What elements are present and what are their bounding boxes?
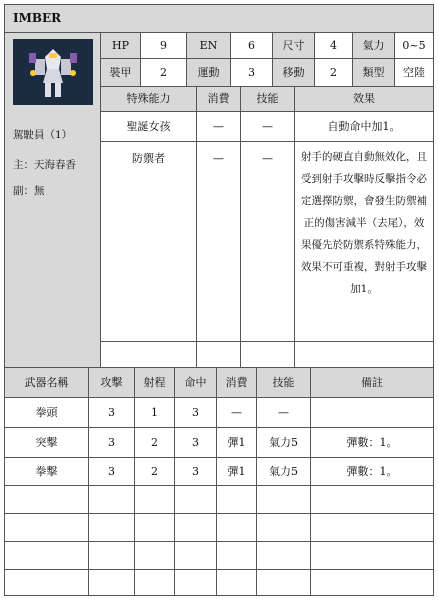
unit-portrait <box>13 39 93 105</box>
weapon-note: 彈數：1。 <box>311 458 433 486</box>
stat-value-armor: 2 <box>141 59 187 87</box>
weapon-hit: 3 <box>175 458 217 486</box>
weapon-empty-cell <box>175 570 217 595</box>
weapon-empty-cell <box>5 514 89 542</box>
weapon-empty-cell <box>257 570 311 595</box>
ability-effect: 射手的硬直自動無效化，且受到射手攻擊時反擊指令必定選擇防禦，會發生防禦補正的傷害減半（去尾），效果優先於防禦系特殊能力，效果不可重複，對射手攻擊加1。 <box>295 142 433 342</box>
ability-empty-cell <box>197 342 241 368</box>
stat-label-armor: 裝甲 <box>101 59 141 87</box>
weapon-cost: 彈1 <box>217 458 257 486</box>
weapon-cost: 彈1 <box>217 428 257 458</box>
weapon-empty-cell <box>5 570 89 595</box>
weapon-skill: 氣力5 <box>257 428 311 458</box>
stat-value-move: 2 <box>315 59 353 87</box>
weapon-empty-cell <box>257 542 311 570</box>
ability-header-effect: 效果 <box>295 87 433 112</box>
stat-value-will: 0~5 <box>395 33 433 59</box>
stat-value-type: 空陸 <box>395 59 433 87</box>
weapon-skill: — <box>257 398 311 428</box>
weapon-header-range: 射程 <box>135 368 175 398</box>
weapon-empty-cell <box>89 514 135 542</box>
weapon-header-note: 備註 <box>311 368 433 398</box>
weapon-name: 突擊 <box>5 428 89 458</box>
stat-value-size: 4 <box>315 33 353 59</box>
ability-empty-cell <box>101 342 197 368</box>
ability-cost: — <box>197 142 241 342</box>
weapon-empty-cell <box>89 542 135 570</box>
stat-value-en: 6 <box>231 33 273 59</box>
stat-label-type: 類型 <box>353 59 395 87</box>
weapon-empty-cell <box>135 514 175 542</box>
stat-label-move: 移動 <box>273 59 315 87</box>
weapon-empty-cell <box>311 486 433 514</box>
weapon-empty-cell <box>5 542 89 570</box>
ability-cost: — <box>197 112 241 142</box>
weapon-skill: 氣力5 <box>257 458 311 486</box>
weapon-cost: — <box>217 398 257 428</box>
weapon-header-atk: 攻擊 <box>89 368 135 398</box>
weapon-header-name: 武器名稱 <box>5 368 89 398</box>
weapon-empty-cell <box>135 570 175 595</box>
weapon-name: 拳擊 <box>5 458 89 486</box>
weapon-empty-cell <box>135 542 175 570</box>
weapon-range: 2 <box>135 428 175 458</box>
weapon-name: 拳頭 <box>5 398 89 428</box>
weapon-atk: 3 <box>89 458 135 486</box>
weapon-empty-cell <box>135 486 175 514</box>
weapon-empty-cell <box>217 514 257 542</box>
stat-label-hp: HP <box>101 33 141 59</box>
ability-empty-cell <box>295 342 433 368</box>
pilot-main: 主：天海春香 <box>13 159 76 171</box>
weapon-hit: 3 <box>175 428 217 458</box>
weapon-empty-cell <box>175 486 217 514</box>
stat-label-will: 氣力 <box>353 33 395 59</box>
weapon-range: 1 <box>135 398 175 428</box>
weapon-range: 2 <box>135 458 175 486</box>
weapon-empty-cell <box>217 486 257 514</box>
ability-effect: 自動命中加1。 <box>295 112 433 142</box>
ability-skill: — <box>241 112 295 142</box>
weapon-empty-cell <box>89 486 135 514</box>
weapon-empty-cell <box>311 542 433 570</box>
weapon-header-cost: 消費 <box>217 368 257 398</box>
weapon-atk: 3 <box>89 398 135 428</box>
weapon-note <box>311 398 433 428</box>
mecha-icon <box>13 39 93 105</box>
weapon-empty-cell <box>311 514 433 542</box>
weapon-hit: 3 <box>175 398 217 428</box>
ability-header-name: 特殊能力 <box>101 87 197 112</box>
ability-skill: — <box>241 142 295 342</box>
weapon-header-skill: 技能 <box>257 368 311 398</box>
pilot-header: 駕駛員（1） <box>13 129 73 141</box>
stat-value-hp: 9 <box>141 33 187 59</box>
weapon-empty-cell <box>257 486 311 514</box>
unit-name: IMBER <box>5 5 433 33</box>
weapon-empty-cell <box>5 486 89 514</box>
weapon-empty-cell <box>175 514 217 542</box>
ability-name: 聖誕女孩 <box>101 112 197 142</box>
ability-header-skill: 技能 <box>241 87 295 112</box>
ability-empty-cell <box>241 342 295 368</box>
pilot-sub: 副：無 <box>13 185 45 197</box>
weapon-empty-cell <box>311 570 433 595</box>
weapon-empty-cell <box>257 514 311 542</box>
ability-header-cost: 消費 <box>197 87 241 112</box>
weapon-note: 彈數：1。 <box>311 428 433 458</box>
weapon-empty-cell <box>217 542 257 570</box>
unit-sheet <box>4 4 434 596</box>
weapon-empty-cell <box>175 542 217 570</box>
weapon-empty-cell <box>217 570 257 595</box>
ability-name: 防禦者 <box>101 142 197 342</box>
stat-value-mobility: 3 <box>231 59 273 87</box>
weapon-empty-cell <box>89 570 135 595</box>
weapon-header-hit: 命中 <box>175 368 217 398</box>
stat-label-mobility: 運動 <box>187 59 231 87</box>
pilot-panel <box>5 33 101 368</box>
stat-label-en: EN <box>187 33 231 59</box>
stat-label-size: 尺寸 <box>273 33 315 59</box>
weapon-atk: 3 <box>89 428 135 458</box>
